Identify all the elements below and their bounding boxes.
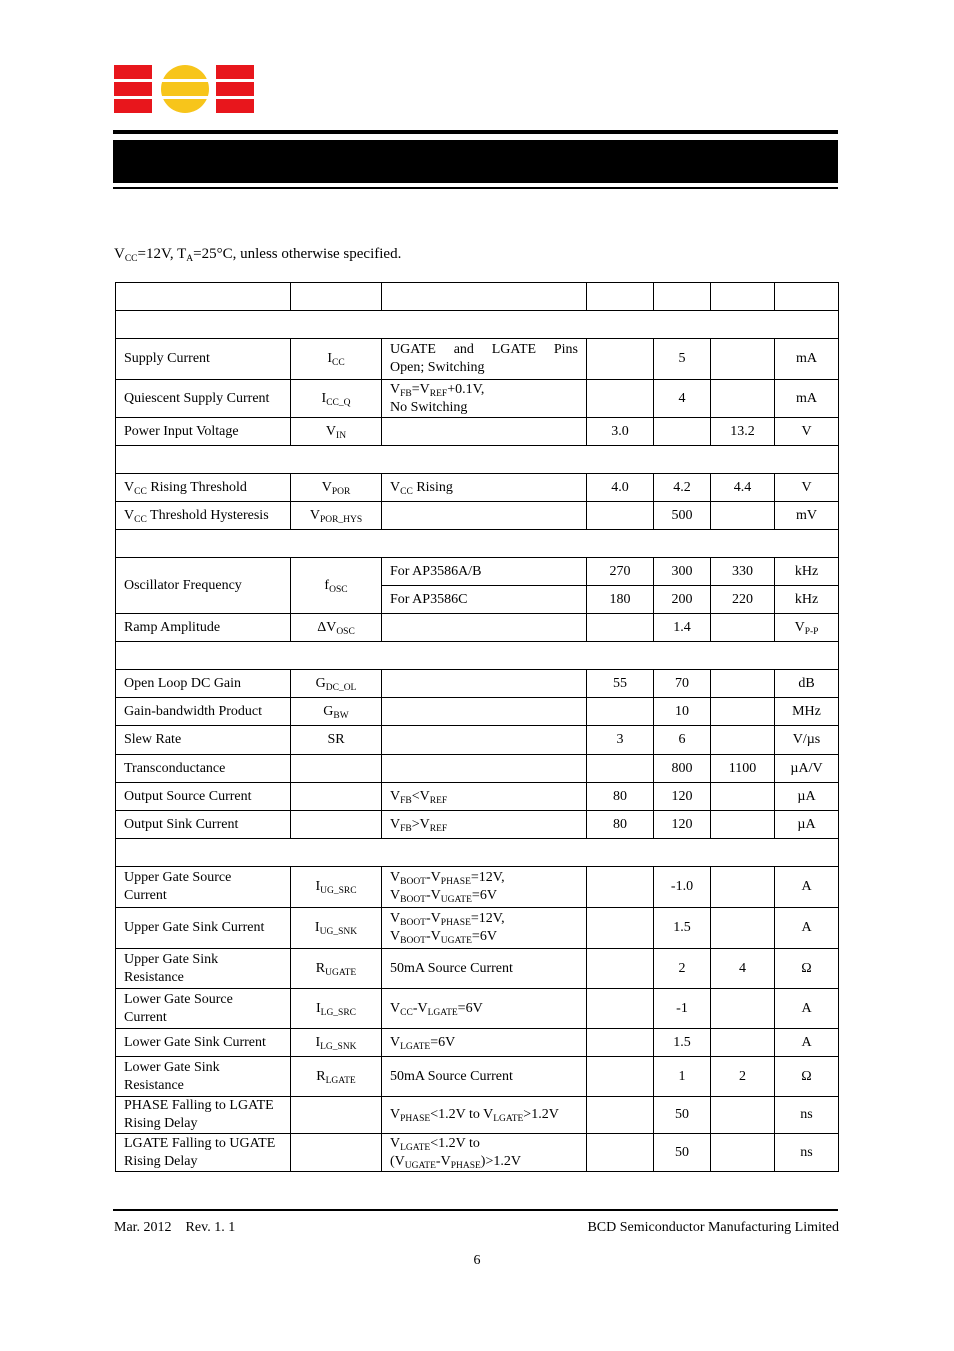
table-row: PHASE Falling to LGATE Rising Delay $V_{PHASE}<1.2V$ to $V_{LGATE}>1.2V$ 50 ns [116,1097,839,1134]
section-title-bar [113,140,838,183]
table-row: Lower Gate Sink Resistance $R_{LGATE}$ 50mA Source Current 1 2 Ω [116,1057,839,1097]
table-row: Ramp Amplitude $\Delta V_{OSC}$ 1.4 $V_{P-P}$ [116,614,839,642]
page-number: 6 [473,1253,481,1268]
table-row: Power Input Voltage $V_{IN}$ 3.0 13.2 V [116,418,839,446]
bcd-logo [113,62,255,116]
footer-date-revision: Mar. 2012 Rev. 1. 1 [114,1220,236,1235]
table-row: Upper Gate Sink Current $I_{UG\_SNK}$ $V_{BOOT}-V_{PHASE}=12V$, $V_{BOOT}-V_{UGATE}=6V$ 1.5 A [116,908,839,949]
table-row: Quiescent Supply Current $I_{CC\_Q}$ $V_{FB}=V_{REF}+0.1V$, No Switching 4 mA [116,380,839,418]
table-row: Upper Gate Sink Resistance $R_{UGATE}$ 50mA Source Current 2 4 Ω [116,949,839,989]
table-row: Gain-bandwidth Product $G_{BW}$ 10 MHz [116,698,839,726]
table-row: Lower Gate Source Current $I_{LG\_SRC}$ $V_{CC}-V_{LGATE}=6V$ -1 A [116,989,839,1029]
table-row: Oscillator Frequency $f_{OSC}$ For AP3586A/B 270 300 330 kHz [116,558,839,586]
table-row: LGATE Falling to UGATE Rising Delay $V_{LGATE}<1.2V$ to $(V_{UGATE}-V_{PHASE})>1.2V$ 50 ns [116,1134,839,1172]
table-header-row [116,283,839,311]
table-row: Lower Gate Sink Current $I_{LG\_SNK}$ $V_{LGATE}=6V$ 1.5 A [116,1029,839,1057]
section-row [116,446,839,474]
footer-company: BCD Semiconductor Manufacturing Limited [587,1220,839,1235]
footer-rule [113,1209,838,1211]
table-row: Slew Rate SR 3 6 V/µs [116,726,839,755]
table-row: $V_{CC}$ Rising Threshold $V_{POR}$ $V_{CC}$ Rising 4.0 4.2 4.4 V [116,474,839,502]
table-row: Upper Gate Source Current $I_{UG\_SRC}$ $V_{BOOT}-V_{PHASE}=12V$, $V_{BOOT}-V_{UGATE}=6V$ -1.0 A [116,867,839,908]
table-row: $V_{CC}$ Threshold Hysteresis $V_{POR\_HYS}$ 500 mV [116,502,839,530]
header-rule [113,130,838,134]
section-row [116,839,839,867]
table-row: Transconductance 800 1100 µA/V [116,755,839,783]
table-row: For AP3586C 180 200 220 kHz [116,586,839,614]
table-row: Output Sink Current $V_{FB}>V_{REF}$ 80 120 µA [116,811,839,839]
section-row [116,530,839,558]
table-row: Output Source Current $V_{FB}<V_{REF}$ 80 120 µA [116,783,839,811]
electrical-characteristics-table [115,282,839,1172]
title-rule [113,187,838,189]
table-row: Open Loop DC Gain $G_{DC\_OL}$ 55 70 dB [116,670,839,698]
section-row [116,311,839,339]
test-conditions: $V_{CC}=12V$, $T_A=25^\circ C$, unless otherwise specified. [114,246,402,264]
section-row [116,642,839,670]
table-row: Supply Current $I_{CC}$ UGATE and LGATE Pins Open; Switching 5 mA [116,339,839,380]
